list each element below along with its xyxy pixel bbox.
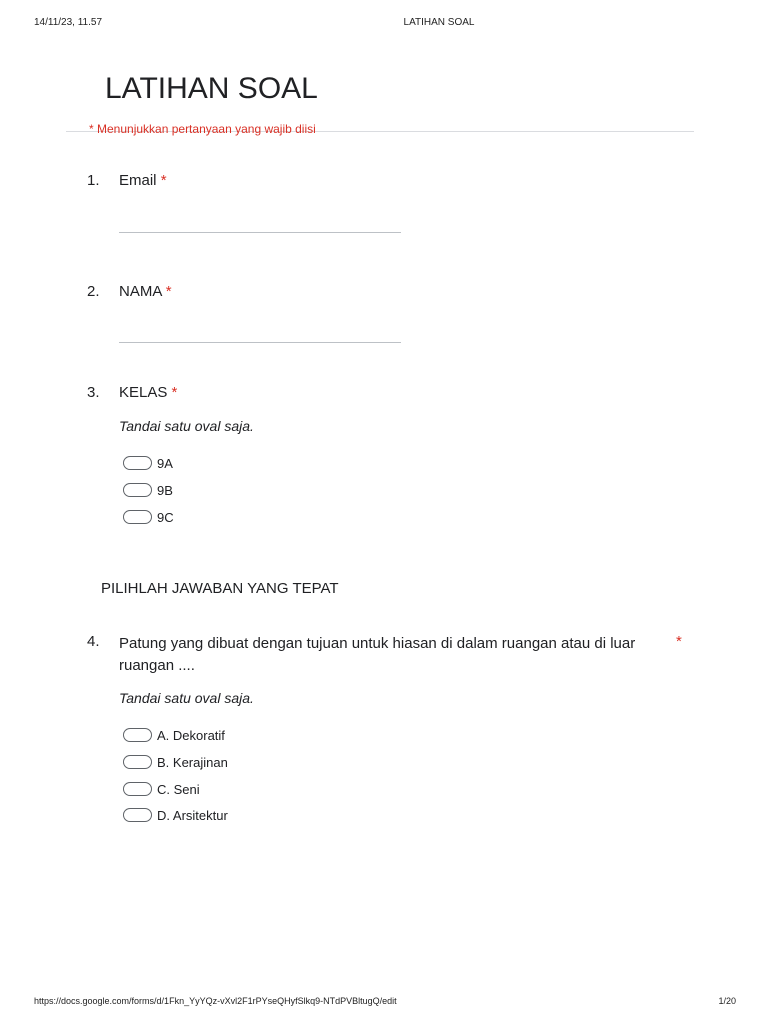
kelas-option-9c[interactable] [123, 508, 174, 526]
kelas-option-9b[interactable] [123, 481, 173, 499]
print-header-title: LATIHAN SOAL [403, 17, 475, 28]
question-kelas [0, 384, 768, 406]
q4-option-d[interactable] [123, 806, 228, 824]
required-asterisk: * [165, 283, 172, 300]
print-url: https://docs.google.com/forms/d/1Fkn_YyYQz-vXvl2F1rPYseQHyfSlkq9-NTdPVBltugQ/edit [34, 996, 397, 1006]
required-asterisk: * [676, 633, 682, 650]
question-label-text: KELAS [119, 384, 168, 401]
question-number: 4. [87, 633, 100, 650]
question-number: 2. [87, 283, 100, 300]
option-label: 9B [157, 482, 173, 498]
required-asterisk: * [171, 384, 178, 401]
question-email [0, 172, 768, 194]
radio-oval[interactable] [123, 782, 152, 796]
email-answer-field[interactable] [119, 232, 401, 233]
question-nama [0, 283, 768, 305]
print-datetime: 14/11/23, 11.57 [34, 17, 103, 28]
radio-oval[interactable] [123, 483, 152, 497]
question-4-number-wrap [0, 633, 100, 655]
radio-oval[interactable] [123, 755, 152, 769]
question-label-text: Email [119, 172, 157, 189]
question-label-text: NAMA [119, 283, 162, 300]
option-label: D. Arsitektur [157, 807, 228, 823]
q4-option-a[interactable] [123, 726, 225, 744]
option-label: A. Dekoratif [157, 727, 225, 743]
question-number: 3. [87, 384, 100, 401]
question-label [119, 283, 172, 300]
nama-answer-field[interactable] [119, 342, 401, 343]
question-4-hint: Tandai satu oval saja. [119, 690, 254, 706]
radio-oval[interactable] [123, 728, 152, 742]
form-title: LATIHAN SOAL [105, 72, 318, 105]
question-label [119, 172, 167, 189]
radio-oval[interactable] [123, 456, 152, 470]
print-page-number: 1/20 [718, 996, 736, 1006]
radio-oval[interactable] [123, 510, 152, 524]
option-label: 9A [157, 455, 173, 471]
radio-oval[interactable] [123, 808, 152, 822]
q4-option-b[interactable] [123, 753, 228, 771]
question-number: 1. [87, 172, 100, 189]
section-title: PILIHLAH JAWABAN YANG TEPAT [101, 580, 339, 597]
question-label [119, 384, 177, 401]
kelas-option-9a[interactable] [123, 454, 173, 472]
kelas-hint: Tandai satu oval saja. [119, 418, 254, 434]
option-label: 9C [157, 509, 174, 525]
question-4-text: Patung yang dibuat dengan tujuan untuk hiasan di dalam ruangan atau di luar ruangan .... [119, 635, 636, 674]
option-label: B. Kerajinan [157, 754, 228, 770]
q4-option-c[interactable] [123, 780, 200, 798]
option-label: C. Seni [157, 781, 200, 797]
required-asterisk: * [160, 172, 167, 189]
required-note: * Menunjukkan pertanyaan yang wajib diisi [89, 122, 316, 136]
